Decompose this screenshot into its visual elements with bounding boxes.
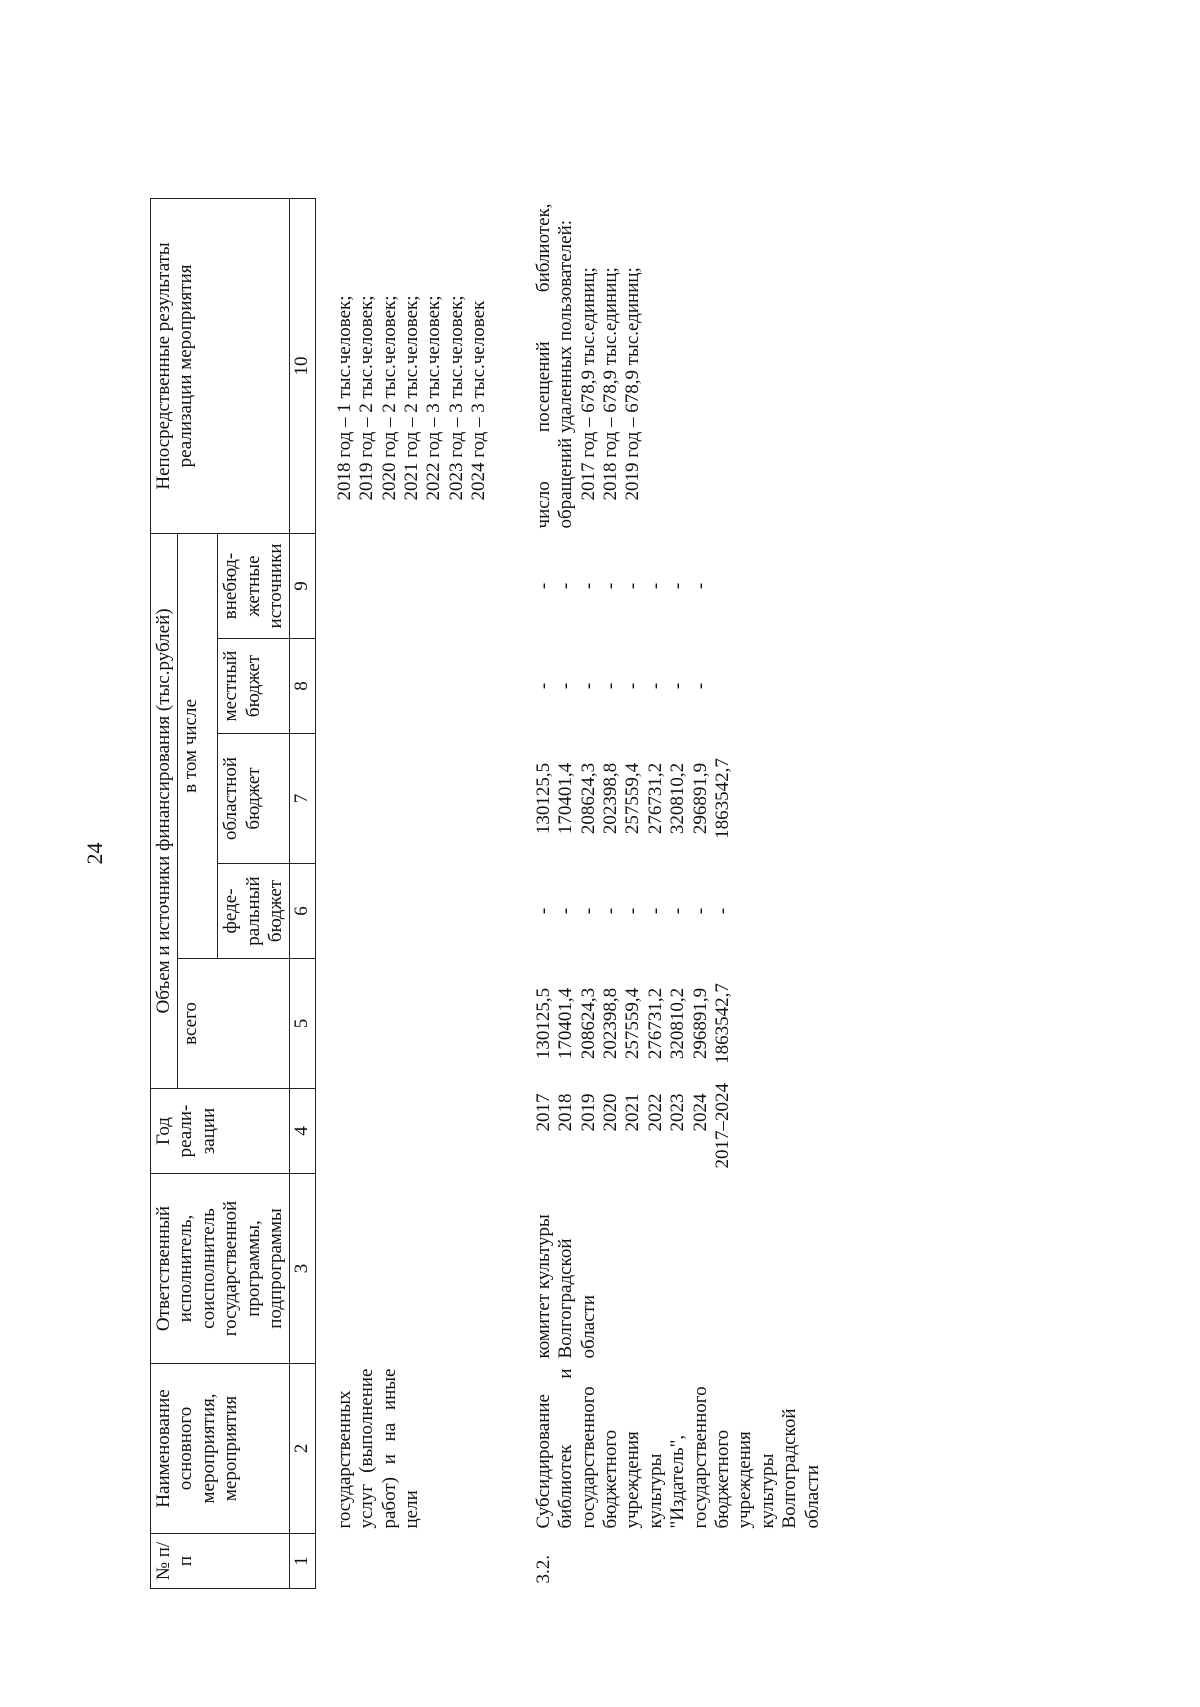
- year-value: 2019: [577, 1093, 599, 1132]
- local-value: -: [577, 682, 599, 690]
- local-value: -: [622, 682, 644, 690]
- total-value: 208624,3: [577, 987, 599, 1060]
- offbudget-value: -: [689, 582, 711, 590]
- regional-value: 202398,8: [599, 762, 621, 835]
- local-value: -: [555, 682, 577, 690]
- local-value: -: [599, 682, 621, 690]
- col-number: 8: [290, 639, 315, 734]
- results-cell: [493, 198, 826, 533]
- federal-value: -: [644, 907, 666, 915]
- header-federal: феде-ральный бюджет: [218, 864, 290, 959]
- result-line: 2020 год – 2 тыс.человек;: [378, 295, 400, 501]
- federal-value: -: [599, 907, 621, 915]
- federal-value: -: [622, 907, 644, 915]
- total-value: 276731,2: [644, 987, 666, 1060]
- col-number: 5: [290, 959, 315, 1089]
- federal-value: -: [689, 907, 711, 915]
- federal-value: -: [577, 907, 599, 915]
- header-total: всего: [178, 959, 290, 1089]
- offbudget-value: -: [667, 582, 689, 590]
- regional-value: 130125,5: [532, 762, 554, 835]
- year-value: 2024: [689, 1093, 711, 1132]
- table-row: [493, 198, 826, 1588]
- total-value: 170401,4: [555, 987, 577, 1060]
- years-cell: [493, 1083, 826, 1174]
- year-value: 2017: [532, 1093, 554, 1132]
- column-numbers-row: [290, 198, 315, 1588]
- table-row: [315, 198, 492, 1588]
- total-value: 202398,8: [599, 987, 621, 1060]
- col-number: 10: [290, 198, 315, 533]
- total-value: 1863542,7: [711, 983, 733, 1064]
- header-name: Наименование основного мероприятия, мероприятия: [151, 1364, 290, 1534]
- local-cell: [493, 639, 826, 734]
- offbudget-value: -: [644, 582, 666, 590]
- local-value: -: [667, 682, 689, 690]
- offbudget-value: -: [599, 582, 621, 590]
- total-value: 320810,2: [667, 987, 689, 1060]
- federal-value: -: [667, 907, 689, 915]
- header-executor: Ответственный исполнитель, соисполнитель государственной программы, подпрограммы: [151, 1174, 290, 1364]
- results-intro: число посещений библиотек, обращений удаленных пользователей:: [532, 203, 577, 529]
- executor: комитет культуры Волгоградской области: [532, 1214, 599, 1359]
- regional-value: 320810,2: [667, 762, 689, 835]
- year-value: 2022: [644, 1093, 666, 1132]
- result-line: 2022 год – 3 тыс.человек;: [423, 295, 445, 501]
- offbudget-value: -: [622, 582, 644, 590]
- col-number: 6: [290, 864, 315, 959]
- year-value: 2021: [622, 1093, 644, 1132]
- regional-cell: [493, 734, 826, 864]
- regional-value: 208624,3: [577, 762, 599, 835]
- result-line: 2018 год – 678,9 тыс.единиц;: [599, 267, 621, 501]
- header-funding: Объем и источники финансирования (тыс.рублей): [151, 533, 178, 1088]
- measure-name: Субсидирование библиотек и государственного бюджетного учреждения культуры "Издатель", государственного бюджетного учреждения культуры Волгоградской области: [532, 1368, 823, 1529]
- local-value: -: [689, 682, 711, 690]
- result-line: 2024 год – 3 тыс.человек: [468, 300, 490, 501]
- local-value: -: [644, 682, 666, 690]
- offbudget-cell: [493, 533, 826, 638]
- offbudget-value: -: [577, 582, 599, 590]
- regional-value: 276731,2: [644, 762, 666, 835]
- header-including: в том числе: [178, 533, 218, 958]
- year-value: 2020: [599, 1093, 621, 1132]
- total-value: 130125,5: [532, 987, 554, 1060]
- col-number: 2: [290, 1364, 315, 1534]
- regional-value: 296891,9: [689, 762, 711, 835]
- col-number: 9: [290, 533, 315, 638]
- result-line: 2017 год – 678,9 тыс.единиц;: [577, 267, 599, 501]
- year-value: 2017–2024: [711, 1083, 733, 1169]
- header-year: Год реали-зации: [151, 1089, 290, 1174]
- federal-cell: [493, 864, 826, 959]
- result-line: 2019 год – 2 тыс.человек;: [356, 295, 378, 501]
- total-value: 296891,9: [689, 987, 711, 1060]
- federal-value: -: [532, 907, 554, 915]
- local-value: -: [532, 682, 554, 690]
- total-value: 257559,4: [622, 987, 644, 1060]
- total-cell: [493, 959, 826, 1089]
- col-number: 1: [290, 1534, 315, 1589]
- header-num: № п/п: [151, 1534, 290, 1589]
- row-number: 3.2.: [532, 1555, 554, 1584]
- regional-value: 257559,4: [622, 762, 644, 835]
- header-local: местный бюджет: [218, 639, 290, 734]
- result-line: 2021 год – 2 тыс.человек;: [401, 295, 423, 501]
- result-line: 2023 год – 3 тыс.человек;: [445, 295, 467, 501]
- year-value: 2023: [667, 1093, 689, 1132]
- header-offbudget: внебюд-жетные источники: [218, 533, 290, 638]
- offbudget-value: -: [555, 582, 577, 590]
- result-line: 2019 год – 678,9 тыс.единиц;: [622, 267, 644, 501]
- result-line: 2018 год – 1 тыс.человек;: [333, 295, 355, 501]
- header-regional: областной бюджет: [218, 734, 290, 864]
- col-number: 3: [290, 1174, 315, 1364]
- results-cell: [315, 198, 492, 533]
- page-number: 24: [82, 842, 107, 865]
- offbudget-value: -: [532, 582, 554, 590]
- federal-value: -: [555, 907, 577, 915]
- measure-name-continued: государственных услуг (выполнение работ) и на иные цели: [333, 1368, 423, 1529]
- regional-value: 1863542,7: [711, 758, 733, 839]
- header-results: Непосредственные результаты реализации мероприятия: [151, 198, 290, 533]
- col-number: 7: [290, 734, 315, 864]
- regional-value: 170401,4: [555, 762, 577, 835]
- program-table: [150, 198, 826, 1589]
- year-value: 2018: [555, 1093, 577, 1132]
- federal-value: -: [711, 907, 733, 915]
- col-number: 4: [290, 1089, 315, 1174]
